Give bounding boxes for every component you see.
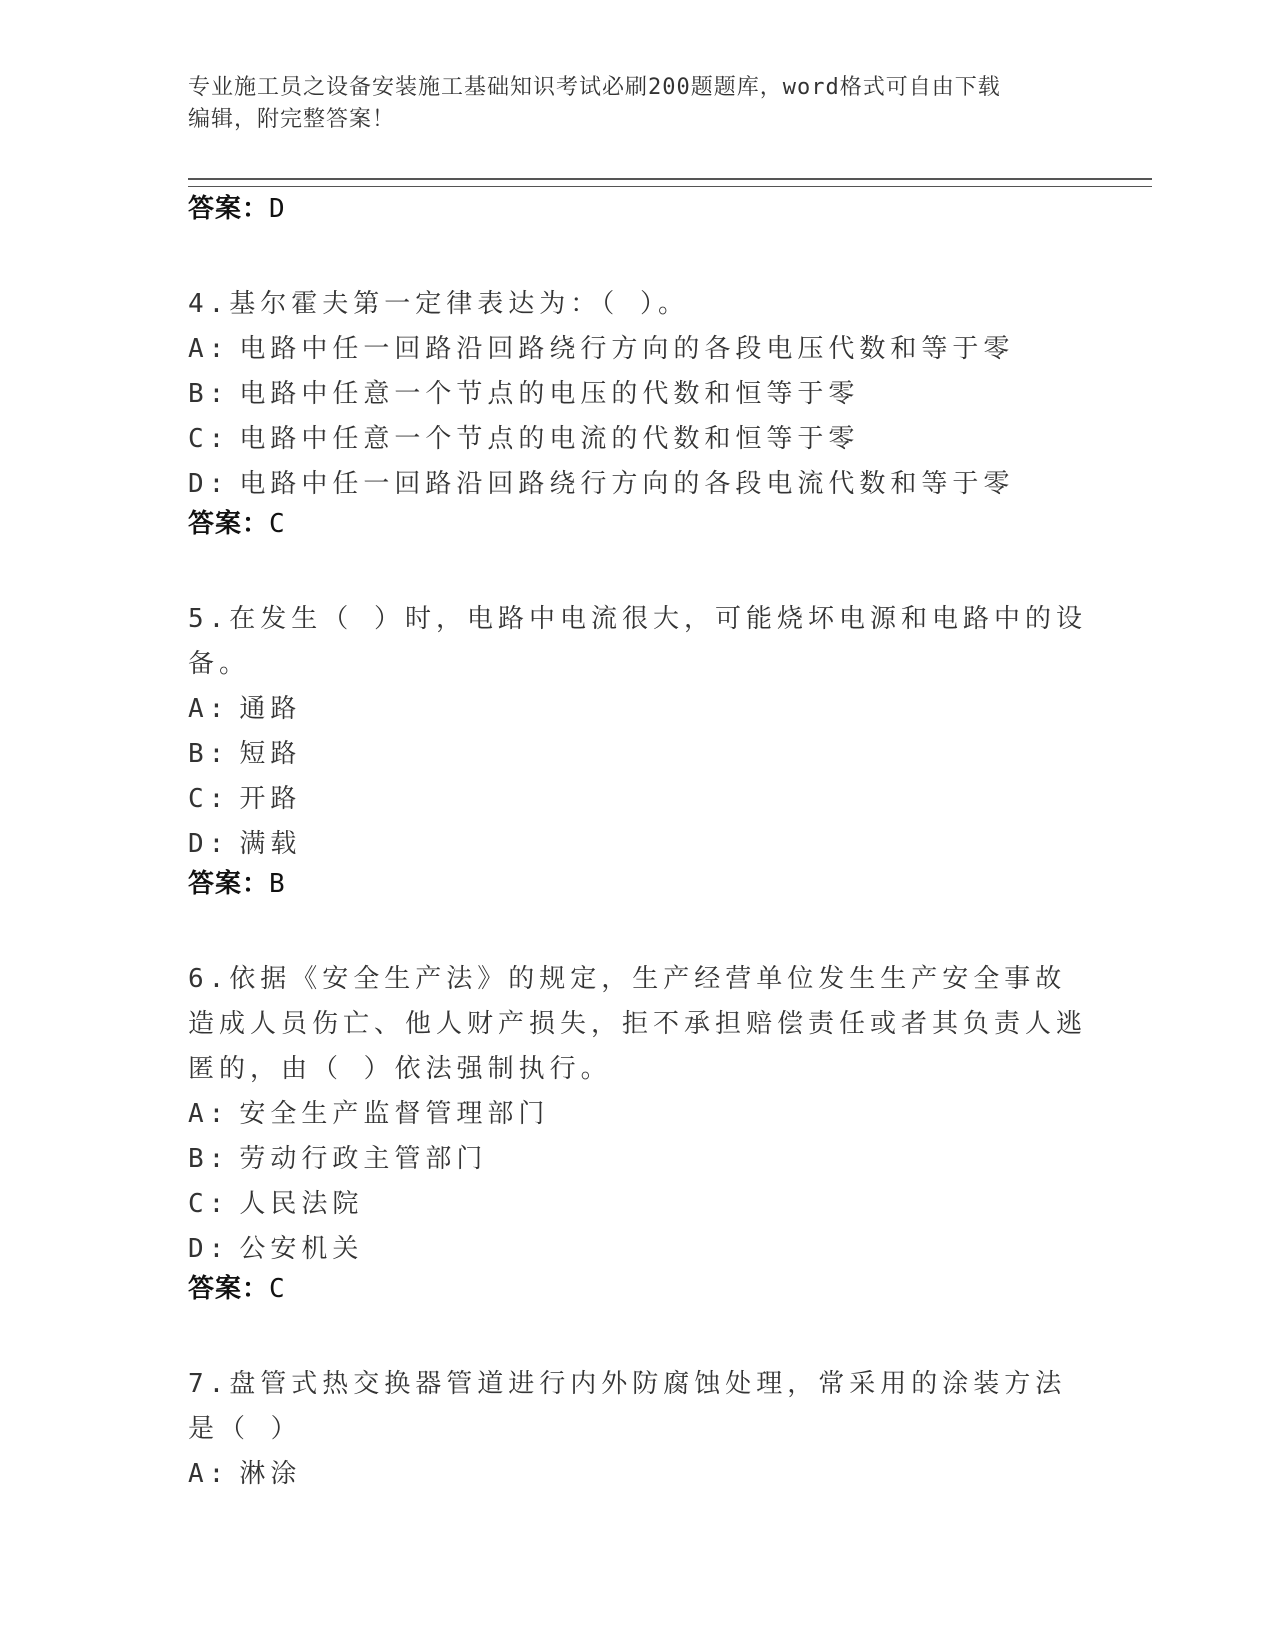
option-label: B: [188,379,230,409]
option-text: 电路中任意一个节点的电压的代数和恒等于零 [239,379,860,409]
option-label: A: [188,1099,230,1129]
option-label: D: [188,1234,230,1264]
question-block [188,597,1088,907]
option-label: C: [188,784,230,814]
option-text: 通路 [239,694,302,724]
header-line-1: 专业施工员之设备安装施工基础知识考试必刷200题题库，word格式可自由下载 [188,75,1001,100]
answer-value: C [269,1274,286,1304]
question-list [188,192,1088,1497]
option-label: A: [188,1459,230,1489]
question-block [188,282,1088,547]
option-text: 电路中任一回路沿回路绕行方向的各段电压代数和等于零 [239,334,1015,364]
option-label: D: [188,829,230,859]
option-d [188,1227,1088,1272]
option-b [188,372,1088,417]
option-text: 电路中任一回路沿回路绕行方向的各段电流代数和等于零 [239,469,1015,499]
question-stem: 6.依据《安全生产法》的规定，生产经营单位发生生产安全事故造成人员伤亡、他人财产损失，拒不承担赔偿责任或者其负责人逃匿的，由（ ）依法强制执行。 [188,964,1088,1084]
option-b [188,1137,1088,1182]
page-header [188,72,1068,136]
option-text: 劳动行政主管部门 [239,1144,488,1174]
answer-prefix: 答案： [188,194,270,224]
option-a [188,1452,1088,1497]
option-b [188,732,1088,777]
answer-value: D [269,194,286,224]
option-text: 淋涂 [239,1459,302,1489]
question-stem: 5.在发生（ ）时，电路中电流很大，可能烧坏电源和电路中的设备。 [188,604,1087,679]
option-label: A: [188,334,230,364]
option-label: C: [188,424,230,454]
question-block [188,957,1088,1312]
option-c [188,417,1088,462]
answer-line [188,507,1088,547]
header-line-2: 编辑，附完整答案！ [188,107,396,132]
option-text: 人民法院 [239,1189,364,1219]
answer-prefix: 答案： [188,1274,270,1304]
header-divider [188,178,1152,187]
option-text: 短路 [239,739,302,769]
option-label: B: [188,739,230,769]
question-stem: 7.盘管式热交换器管道进行内外防腐蚀处理，常采用的涂装方法是（ ） [188,1369,1067,1444]
option-label: B: [188,1144,230,1174]
option-label: A: [188,694,230,724]
option-label: D: [188,469,230,499]
answer-prefix: 答案： [188,509,270,539]
option-d [188,462,1088,507]
answer-prefix: 答案： [188,869,270,899]
answer-value: C [269,509,286,539]
option-a [188,687,1088,732]
question-block [188,1362,1088,1497]
answer-line [188,1272,1088,1312]
answer-line [188,192,1088,232]
option-text: 满载 [239,829,302,859]
answer-value: B [269,869,286,899]
option-text: 电路中任意一个节点的电流的代数和恒等于零 [239,424,860,454]
option-text: 开路 [239,784,302,814]
option-a [188,327,1088,372]
option-text: 安全生产监督管理部门 [239,1099,550,1129]
option-c [188,777,1088,822]
option-d [188,822,1088,867]
option-text: 公安机关 [239,1234,364,1264]
question-stem: 4.基尔霍夫第一定律表达为：（ ）。 [188,289,689,319]
option-c [188,1182,1088,1227]
option-label: C: [188,1189,230,1219]
option-a [188,1092,1088,1137]
answer-line [188,867,1088,907]
